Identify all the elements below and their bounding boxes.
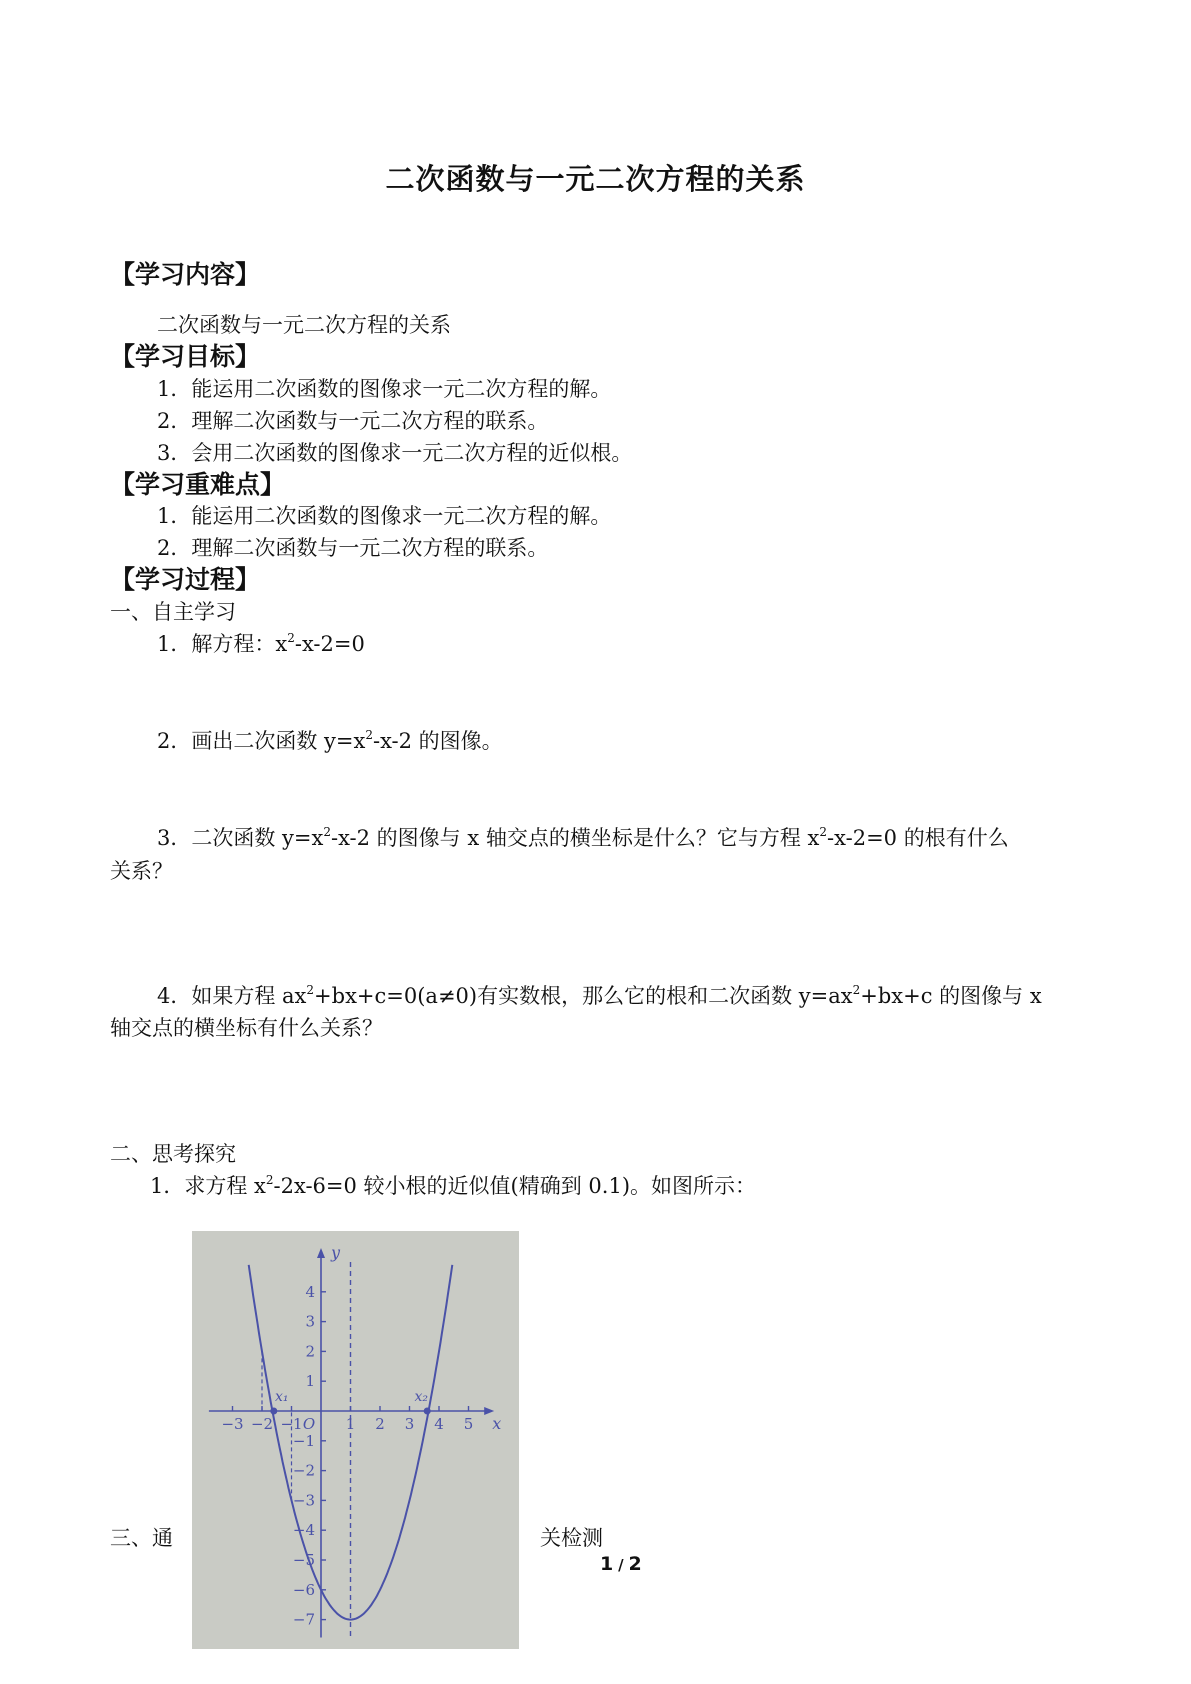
question-1-2: 2．画出二次函数 $y=x^2-x-2$ 的图像。 bbox=[157, 728, 503, 753]
y-tick-label: 1 bbox=[305, 1372, 315, 1391]
page-number: 1 / 2 bbox=[600, 1553, 642, 1575]
y-tick-label: 2 bbox=[305, 1342, 315, 1361]
y-tick-label: −7 bbox=[292, 1610, 315, 1629]
parabola-graph-photo bbox=[192, 1231, 519, 1649]
goal-item-1: 1．能运用二次函数的图像求一元二次方程的解。 bbox=[157, 377, 612, 401]
question-1-4-line2: 轴交点的横坐标有什么关系？ bbox=[110, 1016, 383, 1040]
origin-label: O bbox=[302, 1415, 316, 1433]
x-axis-label: x bbox=[492, 1414, 502, 1433]
content-text: 二次函数与一元二次方程的关系 bbox=[157, 313, 451, 337]
x-tick-label: 3 bbox=[404, 1415, 415, 1433]
question-1-3: 3．二次函数 $y=x^2-x-2$ 的图像与 x 轴交点的横坐标是什么？它与方程 $x^2-x-2=0$ 的根有什么 bbox=[157, 825, 1009, 850]
question-2-1: 1．求方程 $x^2-2x-6=0$ 较小根的近似值(精确到 0.1)。如图所示： bbox=[150, 1173, 757, 1198]
x-tick-label: 1 bbox=[345, 1415, 356, 1433]
part1-title: 一、自主学习 bbox=[110, 600, 236, 624]
root-point bbox=[424, 1408, 431, 1415]
y-tick-label: −5 bbox=[292, 1551, 315, 1569]
y-tick-label: −4 bbox=[292, 1521, 315, 1540]
key-point-item-2: 2．理解二次函数与一元二次方程的联系。 bbox=[157, 536, 549, 560]
y-axis-label: y bbox=[331, 1243, 341, 1263]
question-1-3-line2: 关系？ bbox=[110, 859, 173, 883]
y-tick-label: −3 bbox=[292, 1491, 315, 1510]
x-tick-label: −2 bbox=[250, 1415, 274, 1433]
section-heading-process: 【学习过程】 bbox=[110, 565, 261, 594]
section-heading-key-points: 【学习重难点】 bbox=[110, 470, 286, 499]
y-axis-arrow bbox=[317, 1248, 325, 1258]
y-tick-label: 4 bbox=[305, 1282, 315, 1301]
part3-title-left: 三、通 bbox=[110, 1526, 173, 1550]
y-tick-label: −6 bbox=[292, 1580, 315, 1599]
root-label: x₁ bbox=[275, 1389, 289, 1405]
x-tick-label: −1 bbox=[280, 1415, 303, 1433]
root-label: x₂ bbox=[414, 1389, 428, 1405]
x-tick-label: 5 bbox=[463, 1415, 474, 1433]
x-tick-label: −3 bbox=[221, 1415, 244, 1433]
question-1-1: 1．解方程：$x^2-x-2=0$ bbox=[157, 631, 365, 656]
question-1-4: 4．如果方程 $ax^2+bx+c=0(a\ne 0)$有实数根，那么它的根和二次函数 $y=ax^2+bx+c$ 的图像与 x bbox=[157, 983, 1042, 1008]
x-tick-label: 2 bbox=[375, 1415, 385, 1433]
section-heading-goals: 【学习目标】 bbox=[110, 342, 261, 371]
key-point-item-1: 1．能运用二次函数的图像求一元二次方程的解。 bbox=[157, 504, 612, 528]
y-tick-label: −1 bbox=[292, 1431, 315, 1450]
section-heading-content: 【学习内容】 bbox=[110, 260, 261, 289]
root-point bbox=[270, 1408, 277, 1415]
page-title: 二次函数与一元二次方程的关系 bbox=[385, 162, 806, 196]
goal-item-3: 3．会用二次函数的图像求一元二次方程的近似根。 bbox=[157, 441, 633, 465]
y-tick-label: 3 bbox=[305, 1312, 315, 1331]
part3-title-right: 关检测 bbox=[540, 1526, 603, 1550]
y-tick-label: −2 bbox=[292, 1461, 315, 1480]
part2-title: 二、思考探究 bbox=[110, 1142, 236, 1166]
goal-item-2: 2．理解二次函数与一元二次方程的联系。 bbox=[157, 409, 549, 433]
x-tick-label: 4 bbox=[434, 1415, 444, 1433]
parabola-chart bbox=[192, 1231, 519, 1649]
